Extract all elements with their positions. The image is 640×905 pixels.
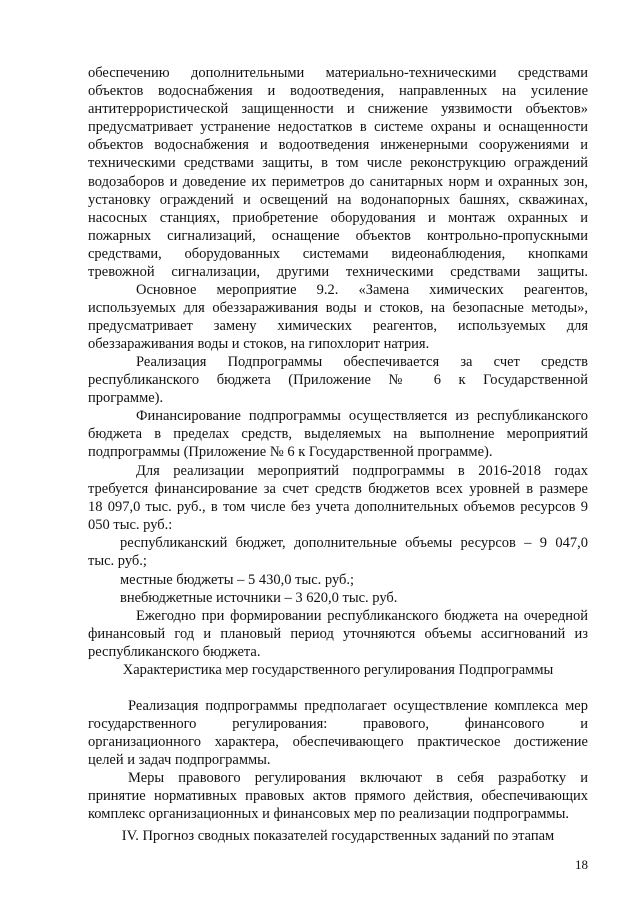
text-line: подпрограммы (Приложение № 6 к Государственной программе). xyxy=(88,444,493,461)
text-line: республиканского бюджета. xyxy=(88,644,261,661)
text-line: установку ограждений и освещений на водонапорных башнях, скважинах, xyxy=(88,191,588,208)
section-heading-iv: IV. Прогноз сводных показателей государственных заданий по этапам xyxy=(121,828,555,844)
paragraph-financing-amounts xyxy=(88,462,588,534)
text-line: объектов водоснабжения и водоотведения, направленных на усиление xyxy=(88,83,588,100)
text-line: Меры правового регулирования включают в себя разработку и xyxy=(128,770,588,786)
text-line: Реализация подпрограммы предполагает осуществление комплекса мер xyxy=(128,698,588,714)
text-line: тыс. руб.; xyxy=(88,553,147,570)
text-line: антитеррористической защищенности и снижение уязвимости объектов» xyxy=(88,101,588,118)
text-line: Основное мероприятие 9.2. «Замена химических реагентов, xyxy=(136,282,588,298)
text-line: предусматривает замену химических реагентов, используемых для xyxy=(88,318,588,335)
paragraph-financing xyxy=(88,407,588,461)
paragraph-security-measures xyxy=(88,64,588,281)
text-line: местные бюджеты – 5 430,0 тыс. руб.; xyxy=(120,572,355,588)
paragraph-implementation xyxy=(88,353,588,407)
text-line: Ежегодно при формировании республиканского бюджета на очередной xyxy=(136,608,588,624)
text-line: насосных станциях, приобретение оборудования и монтаж охранных и xyxy=(88,209,588,226)
text-line: внебюджетные источники – 3 620,0 тыс. руб. xyxy=(120,590,398,606)
text-line: объектов водоснабжения и водоотведения инженерными сооружениями и xyxy=(88,137,588,154)
text-line: водозаборов и доведение их периметров до санитарных норм и охранных зон, xyxy=(88,173,588,190)
text-line: Реализация Подпрограммы обеспечивается за счет средств xyxy=(136,354,588,370)
text-line: обеззараживания воды и стоков, на гипохлорит натрия. xyxy=(88,336,430,353)
text-line: средствами, оборудованных системами видеонаблюдения, кнопками xyxy=(88,245,588,262)
text-line: финансовый год и плановый период уточняются объемы ассигнований из xyxy=(88,626,588,643)
paragraph-regulation-complex xyxy=(88,697,588,769)
paragraph-legal-measures xyxy=(88,769,588,823)
paragraph-measure-9-2 xyxy=(88,281,588,353)
text-line: программе). xyxy=(88,390,164,407)
text-line: бюджета в пределах средств, выделяемых на выполнение мероприятий xyxy=(88,426,588,443)
paragraph-extrabudgetary xyxy=(88,589,588,607)
text-line: обеспечению дополнительными материально-техническими средствами xyxy=(88,65,588,81)
text-line: 050 тыс. руб.: xyxy=(88,517,173,534)
paragraph-annual-update xyxy=(88,607,588,661)
text-line: целей и задач подпрограммы. xyxy=(88,752,271,769)
text-line: организационного характера, обеспечивающего практическое достижение xyxy=(88,734,588,751)
text-line: 18 097,0 тыс. руб., в том числе без учета дополнительных объемов ресурсов 9 xyxy=(88,499,588,516)
text-line: тревожной сигнализации, другими техническими средствами защиты. xyxy=(88,264,588,281)
text-line: государственного регулирования: правового, финансового и xyxy=(88,716,588,733)
text-line: принятие нормативных правовых актов прямого действия, обеспечивающих xyxy=(88,788,588,805)
text-line: республиканского бюджета (Приложение № 6 к Государственной xyxy=(88,372,588,389)
text-line: республиканский бюджет, дополнительные объемы ресурсов – 9 047,0 xyxy=(120,535,588,551)
paragraph-republican-budget xyxy=(88,534,588,570)
page-number: 18 xyxy=(575,857,588,872)
text-line: Для реализации мероприятий подпрограммы в 2016-2018 годах xyxy=(136,463,588,479)
text-line: предусматривает устранение недостатков в системе охраны и оснащенности xyxy=(88,119,588,136)
text-line: используемых для обеззараживания воды и стоков, на безопасные методы», xyxy=(88,300,588,317)
text-line: комплекс организационных и финансовых мер по реализации подпрограммы. xyxy=(88,806,569,823)
text-line: требуется финансирование за счет средств бюджетов всех уровней в размере xyxy=(88,481,588,498)
text-line: Финансирование подпрограммы осуществляется из республиканского xyxy=(136,408,588,424)
paragraph-local-budgets xyxy=(88,571,588,589)
text-line: пожарных сигнализаций, оснащение объектов контрольно-пропускными xyxy=(88,227,588,244)
text-line: техническими средствами защиты, в том числе реконструкцию ограждений xyxy=(88,155,588,172)
section-heading-regulation: Характеристика мер государственного регулирования Подпрограммы xyxy=(122,662,554,678)
